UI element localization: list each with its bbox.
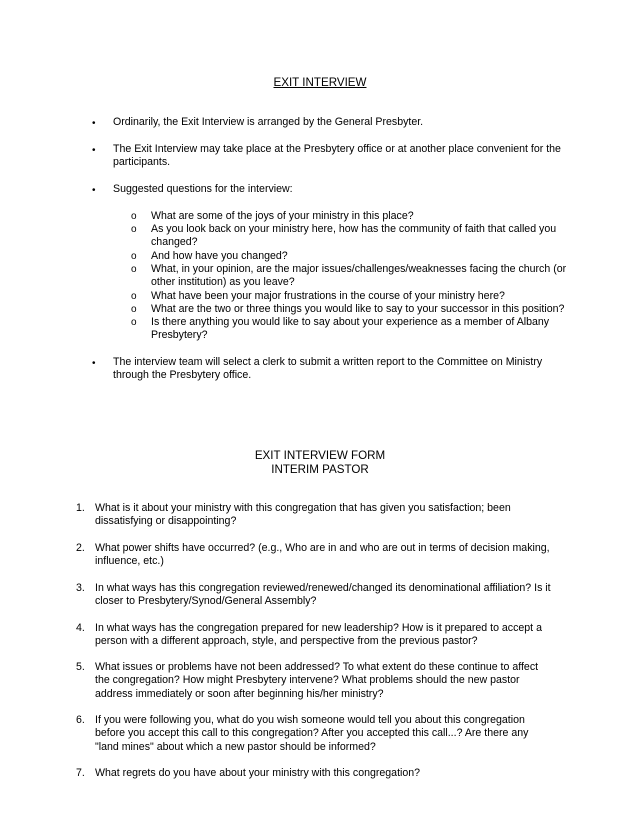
bullet-icon: • (92, 358, 96, 369)
sub-bullet-icon: o (131, 211, 137, 222)
item-text: If you were following you, what do you wish someone would tell you about this congregation before you accept this call to this congregation? After you accepted this call...? Are there any "land mines" about which a new pastor should be informed? (95, 714, 529, 753)
item-text: In what ways has this congregation reviewed/renewed/changed its denominational affiliation? Is it closer to Presbytery/Synod/General Assembly? (95, 582, 551, 608)
question-text: Is there anything you would like to say about your experience as a member of Albany Presbytery? (151, 316, 550, 342)
sub-bullet-icon: o (131, 317, 137, 328)
question-text: What are the two or three things you would like to say to your successor in this position? (151, 303, 565, 315)
item-text: What power shifts have occurred? (e.g., Who are in and who are out in terms of decision making, influence, etc.) (95, 542, 550, 568)
item-number: 3. (76, 582, 85, 594)
bullet-icon: • (92, 118, 96, 129)
sub-bullet-icon: o (131, 291, 137, 302)
question-text: What have been your major frustrations in the course of your ministry here? (151, 290, 505, 302)
item-text: What regrets do you have about your ministry with this congregation? (95, 767, 421, 779)
page-title: EXIT INTERVIEW (273, 76, 367, 89)
item-text: What is it about your ministry with this congregation that has given you satisfaction; been dissatisfying or disappointing? (95, 502, 511, 528)
item-number: 4. (76, 622, 85, 634)
bullet-icon: • (92, 145, 96, 156)
bullet-text: The Exit Interview may take place at the Presbytery office or at another place convenient for the participants. (113, 143, 561, 169)
form-title (0, 449, 640, 477)
item-number: 7. (76, 767, 85, 779)
sub-bullet-icon: o (131, 264, 137, 275)
form-title-line2: INTERIM PASTOR (271, 463, 369, 476)
bullet-text: Ordinarily, the Exit Interview is arranged by the General Presbyter. (113, 116, 424, 128)
item-number: 6. (76, 714, 85, 726)
bullet-text: Suggested questions for the interview: (113, 183, 293, 195)
sub-bullet-icon: o (131, 304, 137, 315)
item-number: 1. (76, 502, 85, 514)
bullet-text: The interview team will select a clerk to submit a written report to the Committee on Ministry through the Presbytery office. (113, 356, 543, 382)
bullet-icon: • (92, 185, 96, 196)
question-text: And how have you changed? (151, 250, 288, 262)
question-text: What, in your opinion, are the major issues/challenges/weaknesses facing the church (or other institution) as you leave? (151, 263, 567, 289)
item-number: 2. (76, 542, 85, 554)
item-number: 5. (76, 661, 85, 673)
form-title-line1: EXIT INTERVIEW FORM (254, 449, 386, 462)
sub-bullet-icon: o (131, 224, 137, 235)
question-text: As you look back on your ministry here, how has the community of faith that called you changed? (151, 223, 557, 249)
question-text: What are some of the joys of your ministry in this place? (151, 210, 414, 222)
item-text: In what ways has the congregation prepared for new leadership? How is it prepared to accept a person with a different approach, style, and perspective from the previous pastor? (95, 622, 542, 648)
sub-bullet-icon: o (131, 251, 137, 262)
item-text: What issues or problems have not been addressed? To what extent do these continue to affect the congregation? How might Presbytery intervene? What problems should the new pastor address immediately or soon after beginning his/her ministry? (95, 661, 539, 700)
